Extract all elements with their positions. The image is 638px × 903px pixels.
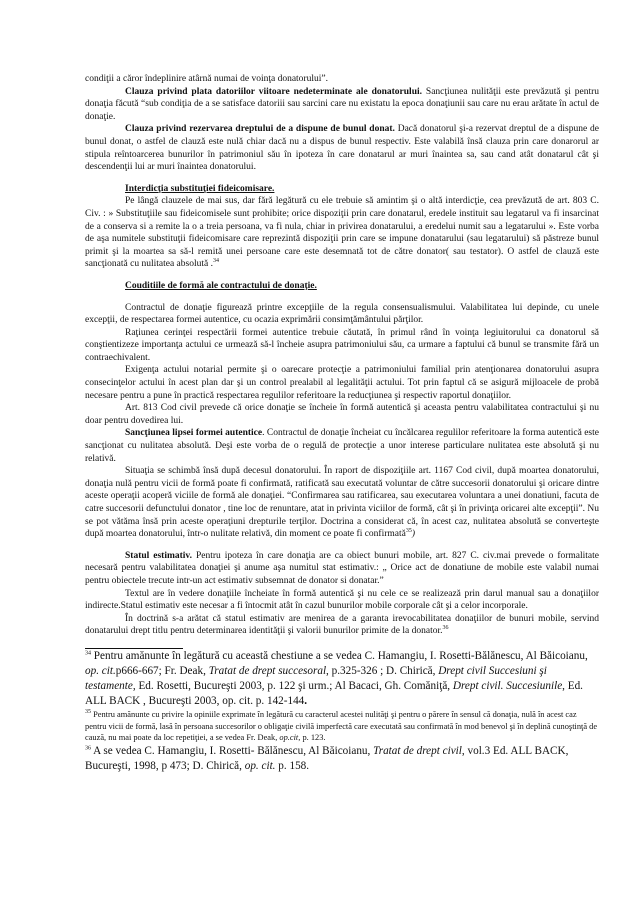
clause-text-debts: Sancţiunea nulităţii este prevăzută şi pentru donaţia făcută “sub condiţia de a se satisface datoriii sau sarcini care nu existatu la epoca donaţiunii sau care nu erau arătate în actul de donaţie. bbox=[85, 86, 599, 122]
estimative-text: Pentru ipoteza în care donaţia are ca obiect bunuri mobile, art. 827 C. civ.mai prevede o formalitate necesară pentru valabilitatea donaţiei şi anume aşa numitul stat estimativ.: „ Orice act de donatiune de mobile este valabil numai pentru obiectele trecute intr-un act estimativ subsemnat de donator si donatar.” bbox=[85, 550, 599, 586]
paragraph-disposal-clause bbox=[85, 123, 599, 173]
footnote-35-text-b: op.cit bbox=[279, 733, 299, 743]
footnote-35-number: 35 bbox=[85, 709, 91, 716]
footnote-34-text-e: , p.325-326 ; D. Chirică, bbox=[326, 664, 439, 677]
footnote-36-text-b: Tratat de drept civil bbox=[373, 744, 462, 757]
footnote-34-number: 34 bbox=[85, 650, 91, 657]
paragraph-substitution bbox=[85, 195, 599, 271]
paragraph-art-813: Art. 813 Cod civil prevede că orice donaţie se încheie în formă autentică şi aceasta pentru valabilitatea contractului şi nu doar pentru dovedirea lui. bbox=[85, 403, 599, 426]
after-death-tail: ) bbox=[411, 529, 416, 540]
paragraph-rationale: Raţiunea cerinţei respectării formei autentice trebuie căutată, în primul rând în voinţa legiuitorului ca donatorul să conştientizeze importanţa actului ce urmează să-l încheie asupra patrimoniului său, ca urmare a faptului că bunul se transmite fără un contraechivalent. bbox=[85, 327, 599, 363]
footnote-34-text-i: , Ed. ALL BACK , Bucureşti 2003, op. cit. p. 142-144 bbox=[85, 679, 583, 707]
doctrine-text: În doctrină s-a arătat că statul estimativ are menirea de a garanta irevocabilitatea donaţiilor de bunuri mobile, servind donatarului drept titlu pentru determinarea identităţii şi valorii bunurilor primite de la donator. bbox=[85, 613, 599, 637]
footnote-36-number: 36 bbox=[85, 744, 91, 751]
footnote-34-text-h: Drept civil. Succesiunile bbox=[452, 679, 563, 692]
footnote-36-text-d: op. cit. bbox=[244, 759, 276, 772]
clause-heading-debts: Clauza privind plata datoriilor viitoare nedeterminate ale donatorului. bbox=[125, 86, 422, 97]
paragraph-notarial-exigency: Exigenţa actului notarial permite şi o oarecare protecţie a patrimoniului familial prin atenţionarea donatorului asupra consecinţelor actului în acest plan dar şi un control prealabil al legalităţii actului. Tot prin faptul că se asigură mijloacele de probă necesare pentru a pune în practică respectarea regulilor referitoare la reducţiunea şi respectiv raportul donaţiilor. bbox=[85, 365, 599, 401]
footnote-35-text-c: , p. 123. bbox=[298, 733, 326, 743]
footnote-34-text-j: . bbox=[304, 694, 308, 707]
footnote-36-text-e: p. 158. bbox=[275, 759, 310, 772]
section-heading-substitution-wrap bbox=[85, 183, 599, 196]
footnote-34-text-f: Drept civil Succesiuni şi testamente, bbox=[85, 664, 547, 692]
substitution-text: Pe lângă clauzele de mai sus, dar fără legătură cu ele trebuie să amintim şi o altă interdicţie, cea prevăzută de art. 803 C. Civ. : » Substituţiile sau fideicomisele sunt prohibite; orice dispoziţii prin care donatarul, eredele instituit sau legatarul va fi insarcinat de a conserva si a remite la o a treia persoana, va fi nula, chiar in privirea donatarului, a eredelui numit sau a legatarului ». Este vorba de aşa numitele substituţii fideicomisare care reprezintă dispoziţii prin care se impune donatarului (sau legatarului) să păstreze bunul primit şi la moartea sa să-l remită unei persoane care este desemnată tot de către donator( sau testator). O astfel de clauză este sancţionată cu nulitatea absolută . bbox=[85, 196, 599, 270]
footnote-34-text-b: op. cit. bbox=[85, 664, 116, 677]
footnote-34-text-c: p666-667; Fr. Deak, bbox=[115, 664, 209, 677]
paragraph-future-debts-clause bbox=[85, 86, 599, 124]
clause-heading-disposal: Clauza privind rezervarea dreptului de a dispune de bunul donat. bbox=[125, 124, 395, 135]
after-death-text: Situaţia se schimbă însă după decesul donatorului. În raport de dispoziţiile art. 1167 Cod civil, după moartea donatorului, donaţia nulă pentru vicii de formă poate fi confirmată, ratificată sau executată voluntar de către succesorii donatorului şi oricare dintre aceste operaţii acoperă viciile de formă ale donaţiei. “Confirmarea sau ratificarea, sau executarea voluntara a unei donatiuni, facuta de catre succesorii defunctului donator , tine loc de renuntare, atat in privinta viciilor de formă, cât şi în privinţa oricarei alte excepţii”. Nu se pot vătăma însă prin aceste operaţiuni drepturile terţilor. Doctrina a considerat că, în acest caz, nulitatea absolută se converteşte după moartea donatorului, într-o nulitate relativă, din moment ce poate fi confirmată bbox=[85, 466, 599, 540]
footnote-36-text-c: , vol.3 Ed. ALL BACK, Bucureşti, 1998, p 473; D. Chirică, bbox=[85, 744, 569, 772]
footnote-35 bbox=[85, 709, 599, 744]
estimative-heading: Statul estimativ. bbox=[125, 550, 193, 561]
paragraph-sanction bbox=[85, 427, 599, 465]
paragraph-consensualism: Contractul de donaţie figurează printre excepţiile de la regula consensualismului. Valabilitatea lui depinde, cu unele excepţii, de respectarea formei autentice, cu ocazia exprimării consimţământului părţilor. bbox=[85, 302, 599, 326]
sanction-heading: Sancţiunea lipsei formei autentice bbox=[125, 428, 263, 439]
paragraph-text-scope: Textul are în vedere donaţiile încheiate în formă autentică şi nu cele ce se realizează prin darul manual sau a donaţiilor indirecte.Statul estimativ este necesar a fi întocmit atât în cazul bunurilor mobile corporale cât şi a celor incorporale. bbox=[85, 588, 599, 612]
footnote-36-text-a: A se vedea C. Hamangiu, I. Rosetti- Bălănescu, Al Băicoianu, bbox=[91, 744, 374, 757]
sanction-text: . Contractul de donaţie încheiat cu încălcarea regulilor referitoare la forma autentică este sancţionat cu nulitatea absolută. Deşi este vorba de o regulă de protecţie a unor interese particulare nulitatea este absolută şi nu relativă. bbox=[85, 428, 599, 464]
footnote-ref-34: 34 bbox=[212, 258, 219, 265]
paragraph-estimative-state bbox=[85, 550, 599, 588]
paragraph-condition-end: condiţii a căror îndeplinire atârnă numai de voinţa donatorului”. bbox=[85, 74, 328, 84]
paragraph-doctrine bbox=[85, 613, 599, 638]
footnote-34-text-a: Pentru amănunte în legătură cu această chestiune a se vedea C. Hamangiu, I. Rosetti-Bălănescu, Al Băicoianu, bbox=[91, 649, 588, 662]
paragraph-after-death bbox=[85, 465, 599, 541]
section-heading-form-wrap bbox=[85, 280, 599, 293]
footnote-ref-36: 36 bbox=[442, 625, 449, 632]
footnote-34-text-g: Ed. Rosetti, Bucureşti 2003, p. 122 şi urm.; Al Bacaci, Gh. Comăniţă, bbox=[135, 679, 453, 692]
section-heading-substitution: Interdicţia substituţiei fideicomisare. bbox=[125, 183, 275, 194]
footnote-36 bbox=[85, 744, 599, 774]
footnote-34-text-d: Tratat de drept succesoral bbox=[208, 664, 327, 677]
footnote-34 bbox=[85, 649, 599, 709]
footnote-ref-35: 35 bbox=[405, 528, 412, 535]
footnote-35-text-a: Pentru amănunte cu privire la opiniile exprimate în legătură cu caracterul acestei nulităţi şi pentru o părere în sensul că donaţia, nulă în acest caz pentru vicii de formă, lasă în persoana succesorilor o obligaţie civilă imperfectă care executată sau confirmată în mod benevol şi în deplină cunoştinţă de cauză, nu mai poate da loc repetiţiei, a se vedea Fr. Deak, bbox=[85, 709, 598, 743]
clause-text-disposal: Dacă donatorul şi-a rezervat dreptul de a dispune de bunul donat, o astfel de clauză este nulă chiar dacă nu a dispus de bunul respectiv. Este valabilă însă clauza prin care donarorul ar stipula reîntoarcerea bunurilor în patrimoniul său în ipoteza în care donatarul ar muri înaintea sa, sau cand atât donatarul cât şi descendenţii lui ar muri înaintea donatorului. bbox=[85, 124, 599, 173]
document-page bbox=[85, 73, 599, 774]
section-heading-form: Couditiile de formă ale contractului de donaţie. bbox=[125, 280, 317, 291]
